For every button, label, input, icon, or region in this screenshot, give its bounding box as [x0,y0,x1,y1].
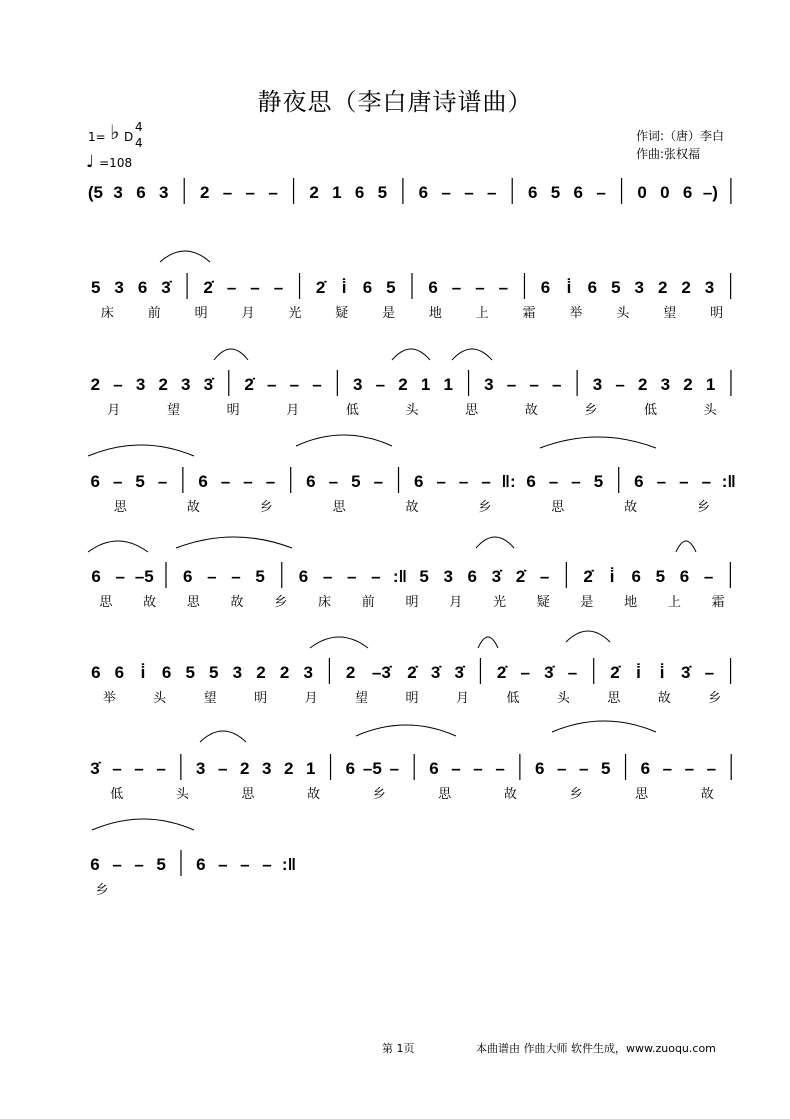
note: 6 [587,278,598,297]
note: – [265,472,276,491]
note: – [322,567,333,586]
note: 6 [682,183,693,202]
note: – [389,759,400,778]
note: 3 [303,663,313,682]
score-line-2 [91,273,731,321]
note: – [475,278,485,297]
lyric-char: 明 [226,403,240,418]
lyric-char: 月 [241,306,255,321]
slur [476,537,514,548]
note: 1 [705,375,716,394]
note: – [451,278,462,297]
slur [296,435,392,446]
note: i̇ [140,663,146,682]
lyric-char: 思 [186,595,200,610]
note: 6 [198,472,208,491]
note: – [679,472,689,491]
note: 6 [526,472,536,491]
lyric-char: 床 [318,595,332,610]
note: – [552,375,562,394]
lyric-char: 低 [506,691,520,706]
note: 6 [467,567,478,586]
lyric-char: 月 [286,403,300,418]
note: – [134,855,144,874]
note: – [250,278,260,297]
lyric-char: 地 [624,595,638,610]
lyric-char: 明 [710,306,724,321]
note: i̇ [609,567,615,586]
note: 3 [592,375,603,394]
note: 3 [232,663,243,682]
lyric-char: 思 [332,500,346,515]
lyric-char: 霜 [711,595,725,610]
note: 5 [550,183,561,202]
lyric-char: 思 [113,500,127,515]
lyric-char: 光 [288,306,302,321]
note: 5 [209,663,219,682]
note: – [703,567,714,586]
lyric-char: 乡 [569,787,583,802]
note: – [112,855,122,874]
note: – [451,759,461,778]
lyric-char: 头 [556,691,570,706]
note: 3̇ [680,663,691,682]
slur [214,349,248,360]
note: – [112,759,122,778]
note: – [495,759,505,778]
lyric-char: 思 [241,787,255,802]
lyric-char: 头 [616,306,630,321]
note: 6 [679,567,690,586]
lyric-char: 明 [405,595,419,610]
lyric-char: 月 [304,691,318,706]
lyric-char: 思 [438,787,452,802]
note: 5 [386,278,396,297]
note: 3̇ [454,663,464,682]
note: – [226,278,237,297]
lyric-char: 故 [186,500,200,515]
note: – [539,567,550,586]
note: – [312,375,322,394]
note: 1 [306,759,316,778]
lyric-char: 思 [607,691,621,706]
note: 2̇ [315,278,326,297]
score-line-8 [90,850,296,898]
note: 2̇ [496,663,507,682]
note: – [220,472,231,491]
lyric-char: 是 [580,595,594,610]
slur [356,725,456,736]
lyric-char: 前 [147,306,161,321]
slur [88,445,194,456]
score-line-6 [91,658,730,706]
note: 6 [298,567,309,586]
score-line-4 [90,467,735,515]
note: 3 [113,183,123,202]
note: – [371,567,381,586]
note: 6 [414,472,424,491]
lyric-char: 望 [355,691,369,706]
lyric-char: 乡 [95,883,109,898]
note: 5 [419,567,429,586]
slur [552,721,656,732]
note: – [548,472,559,491]
lyric-char: 故 [524,403,538,418]
generator-credit: 本曲谱由 作曲大师 软件生成，www.zuoqu.com [476,1042,716,1055]
note: 3̇ [161,278,171,297]
time-signature-bottom: 4 [135,136,143,150]
note: 6 [137,278,148,297]
lyric-char: 上 [667,595,681,610]
note: 3 [660,375,671,394]
lyric-char: 明 [254,691,268,706]
lyric-char: 举 [102,691,116,706]
note: 6 [534,759,545,778]
note: – [498,278,509,297]
lyric-char: 故 [405,500,419,515]
note: (5 [87,183,103,202]
note: 6 [306,472,316,491]
note: 5 [255,567,265,586]
note: 3 [443,567,453,586]
note: – [218,855,228,874]
note: 2̇ [244,375,254,394]
note: 3 [114,278,124,297]
note: – [240,855,250,874]
note: 3̇ [544,663,554,682]
lyric-char: 故 [230,595,244,610]
note: 5 [351,472,361,491]
note: 3̇ [90,759,100,778]
note: i̇ [341,278,347,297]
note: – [115,567,125,586]
note: 6 [429,759,439,778]
lyric-char: 地 [428,306,442,321]
note: i̇ [659,663,665,682]
lyric-char: 明 [405,691,419,706]
lyric-char: 月 [107,403,121,418]
note: 1 [332,183,342,202]
note: – [245,183,256,202]
note: 5 [593,472,604,491]
note: – [704,663,715,682]
lyric-char: 上 [475,306,489,321]
note: :‖ [281,855,297,874]
note: 2 [345,663,356,682]
note: 6 [90,855,100,874]
note: – [112,472,123,491]
note: 6 [634,472,644,491]
note: – [373,472,384,491]
note: – [231,567,241,586]
lyric-char: 思 [99,595,113,610]
lyric-char: 前 [361,595,375,610]
slur [310,637,368,648]
note: – [464,183,474,202]
note: 2 [398,375,408,394]
note: 6 [345,759,356,778]
note: 6 [136,183,146,202]
note: – [481,472,491,491]
note: 6 [418,183,429,202]
note: – [217,759,228,778]
note: –5 [362,759,382,778]
time-signature-top: 4 [135,120,143,134]
note: 6 [527,183,538,202]
slur [566,631,610,642]
note: 6 [540,278,551,297]
note: 3 [704,278,715,297]
note: – [701,472,712,491]
slur [540,437,656,448]
lyricist-credit: 作词:（唐）李白 [636,129,725,143]
lyric-char: 明 [194,306,208,321]
note: 6 [91,663,101,682]
note: – [222,183,233,202]
lyric-char: 乡 [259,500,273,515]
slur [676,541,696,552]
note: 2 [637,375,648,394]
note: 3̇ [203,375,214,394]
slur [92,819,194,830]
note: – [262,855,272,874]
note: 2 [256,663,266,682]
key-letter: D [124,130,134,144]
note: 3̇ [430,663,441,682]
note: –5 [134,567,154,586]
note: 2̇ [515,567,526,586]
note: 6 [631,567,642,586]
slur [176,537,292,548]
score-line-5 [91,562,730,610]
note: 2̇ [610,663,620,682]
note: 2̇ [583,567,593,586]
note: – [596,183,606,202]
note: 2 [657,278,668,297]
note: –3̇ [371,663,391,682]
note: 3̇ [491,567,502,586]
note: – [473,759,483,778]
lyric-char: 故 [657,691,671,706]
note: – [157,472,168,491]
note: – [375,375,386,394]
lyric-char: 头 [175,787,189,802]
note: – [328,472,339,491]
note: – [506,375,517,394]
note: – [289,375,300,394]
lyric-char: 乡 [478,500,492,515]
lyric-char: 床 [100,306,114,321]
note: – [156,759,166,778]
lyric-char: 乡 [708,691,722,706]
lyric-char: 乡 [372,787,386,802]
tempo-value: =108 [99,156,133,170]
note: 3 [195,759,206,778]
note: – [346,567,357,586]
lyric-char: 疑 [536,595,550,610]
note: 6 [182,567,193,586]
note: 2 [309,183,319,202]
note: – [571,472,581,491]
note: – [556,759,567,778]
page-number: 第 1页 [382,1042,415,1055]
score-line-3 [91,370,731,418]
page-title: 静夜思（李白唐诗谱曲） [257,88,533,116]
note: 2 [199,183,210,202]
note: – [243,472,253,491]
note: 2 [283,759,294,778]
note: 6 [196,855,206,874]
lyric-char: 低 [110,787,124,802]
note: 6 [428,278,438,297]
note: 6 [573,183,584,202]
note: – [113,375,123,394]
lyric-char: 低 [644,403,658,418]
note: – [529,375,539,394]
note: 5 [611,278,621,297]
note: 1 [420,375,431,394]
note: 3 [181,375,191,394]
lyric-char: 头 [405,403,419,418]
note: – [486,183,497,202]
lyric-char: 举 [569,306,583,321]
note: 2 [158,375,168,394]
note: 5 [185,663,195,682]
lyric-char: 疑 [335,306,349,321]
note: 2̇ [407,663,417,682]
lyric-char: 望 [663,306,677,321]
lyric-char: 头 [703,403,717,418]
lyric-char: 故 [624,500,638,515]
note: – [268,183,278,202]
note: – [267,375,277,394]
note: 6 [91,567,101,586]
note: 5 [90,278,101,297]
lyric-char: 头 [153,691,167,706]
note: – [436,472,446,491]
note: 3 [135,375,146,394]
note: 2 [279,663,290,682]
note: 0 [660,183,670,202]
note: – [656,472,667,491]
note: 0 [637,183,647,202]
lyric-char: 故 [143,595,157,610]
slur [200,731,246,742]
note: – [273,278,284,297]
note: – [441,183,451,202]
note: 5 [655,567,666,586]
note: 2 [683,375,693,394]
lyric-char: 乡 [697,500,711,515]
note: 6 [354,183,365,202]
lyric-char: 月 [455,691,469,706]
lyric-char: 光 [492,595,506,610]
lyric-char: 思 [465,403,479,418]
note: 2 [681,278,691,297]
lyric-char: 望 [203,691,217,706]
lyric-char: 霜 [522,306,536,321]
lyric-char: 故 [307,787,321,802]
note: ‖: [501,472,516,491]
lyric-char: 乡 [274,595,288,610]
note: 6 [161,663,172,682]
composer-credit: 作曲:张权福 [636,147,701,161]
note: 5 [135,472,145,491]
note: 6 [114,663,125,682]
note: 6 [90,472,100,491]
note: i̇ [636,663,641,682]
lyric-char: 思 [551,500,565,515]
note: 5 [377,183,388,202]
note: :‖ [721,472,736,491]
note: 5 [156,855,166,874]
note: 2̇ [203,278,213,297]
note: – [615,375,625,394]
score-line-7 [90,754,731,802]
note: 3 [484,375,494,394]
slur [88,541,148,552]
note: 6 [362,278,373,297]
note: – [662,759,673,778]
note: – [134,759,144,778]
quarter-note-icon: ♩ [86,152,95,172]
note: – [207,567,217,586]
note: :‖ [392,567,408,586]
lyric-char: 故 [503,787,517,802]
lyric-char: 思 [635,787,649,802]
note: 2 [90,375,101,394]
lyric-char: 乡 [584,403,598,418]
note: –) [702,183,718,202]
note: – [578,759,589,778]
note: – [458,472,469,491]
lyric-char: 故 [700,787,714,802]
lyric-char: 低 [345,403,359,418]
slur [452,349,492,360]
note: i̇ [566,278,572,297]
key-prefix: 1= [88,130,106,144]
note: 3 [261,759,272,778]
note: – [706,759,717,778]
lyric-char: 望 [166,403,180,418]
note: 1 [443,375,453,394]
lyric-char: 月 [449,595,463,610]
score-line-1 [88,178,731,204]
note: – [520,663,531,682]
note: 3 [158,183,169,202]
note: – [567,663,578,682]
note: 3 [352,375,363,394]
slur [478,637,498,648]
note: 5 [600,759,611,778]
note: 6 [640,759,651,778]
flat-icon: ♭ [110,120,120,144]
slur [392,349,430,360]
note: – [684,759,695,778]
note: 2 [239,759,250,778]
slur [160,251,210,262]
note: 3 [634,278,644,297]
lyric-char: 是 [382,306,396,321]
